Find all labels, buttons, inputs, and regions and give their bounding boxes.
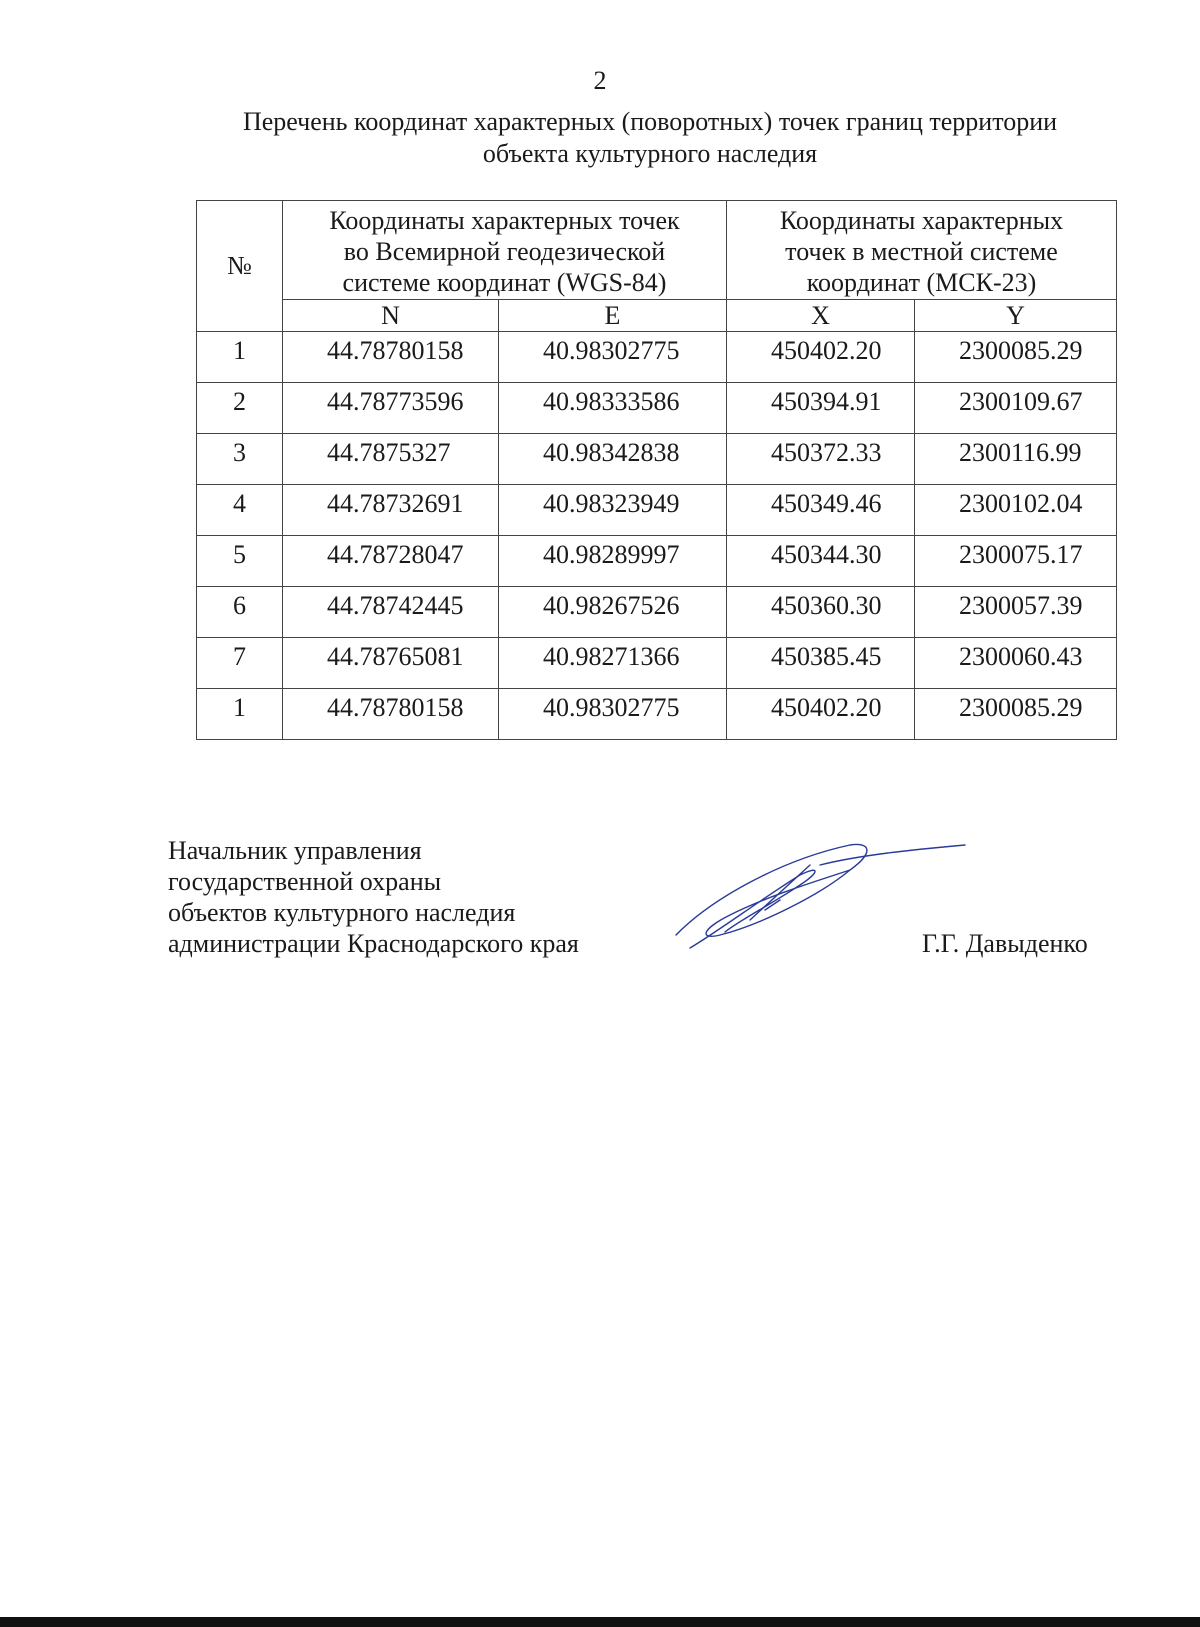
cell-y: 2300085.29 <box>915 332 1117 383</box>
cell-n: 44.78732691 <box>283 485 499 536</box>
cell-n: 44.78780158 <box>283 689 499 740</box>
cell-n: 44.78728047 <box>283 536 499 587</box>
coordinates-table <box>196 200 1117 740</box>
header-wgs84-line: во Всемирной геодезической <box>343 237 666 266</box>
header-msk23-line: Координаты характерных <box>779 206 1064 235</box>
cell-e: 40.98302775 <box>499 689 727 740</box>
header-msk23-line: координат (МСК-23) <box>806 268 1037 297</box>
cell-x: 450372.33 <box>727 434 915 485</box>
cell-e: 40.98289997 <box>499 536 727 587</box>
header-wgs84-line: Координаты характерных точек <box>329 206 680 235</box>
cell-e: 40.98302775 <box>499 332 727 383</box>
table-row <box>197 536 1117 587</box>
cell-e: 40.98267526 <box>499 587 727 638</box>
table-row <box>197 383 1117 434</box>
signer-position <box>168 835 579 959</box>
cell-n: 44.78780158 <box>283 332 499 383</box>
document-title <box>150 106 1150 170</box>
cell-number: 7 <box>197 638 283 689</box>
cell-n: 44.78773596 <box>283 383 499 434</box>
cell-y: 2300057.39 <box>915 587 1117 638</box>
cell-number: 3 <box>197 434 283 485</box>
header-msk23 <box>727 201 1117 300</box>
document-title-line: объекта культурного наследия <box>482 139 818 168</box>
table-row <box>197 689 1117 740</box>
cell-e: 40.98323949 <box>499 485 727 536</box>
cell-n: 44.7875327 <box>283 434 499 485</box>
signer-name: Г.Г. Давыденко <box>922 929 1088 958</box>
header-e: E <box>499 300 727 332</box>
scan-border <box>0 1617 1200 1627</box>
signer-position-line: государственной охраны <box>168 867 442 896</box>
cell-number: 4 <box>197 485 283 536</box>
cell-y: 2300085.29 <box>915 689 1117 740</box>
cell-x: 450394.91 <box>727 383 915 434</box>
table-row <box>197 332 1117 383</box>
cell-number: 1 <box>197 332 283 383</box>
cell-e: 40.98342838 <box>499 434 727 485</box>
cell-e: 40.98271366 <box>499 638 727 689</box>
header-n: N <box>283 300 499 332</box>
header-msk23-line: точек в местной системе <box>785 237 1058 266</box>
cell-y: 2300116.99 <box>915 434 1117 485</box>
cell-n: 44.78742445 <box>283 587 499 638</box>
table-row <box>197 638 1117 689</box>
cell-x: 450402.20 <box>727 332 915 383</box>
table-row <box>197 434 1117 485</box>
cell-x: 450360.30 <box>727 587 915 638</box>
cell-n: 44.78765081 <box>283 638 499 689</box>
cell-y: 2300109.67 <box>915 383 1117 434</box>
cell-x: 450385.45 <box>727 638 915 689</box>
header-x: X <box>727 300 915 332</box>
cell-number: 5 <box>197 536 283 587</box>
cell-number: 2 <box>197 383 283 434</box>
page-number: 2 <box>593 66 607 95</box>
signer-position-line: Начальник управления <box>168 836 422 865</box>
document-title-line: Перечень координат характерных (поворотных) точек границ территории <box>242 107 1058 136</box>
signer-position-line: администрации Краснодарского края <box>168 929 579 958</box>
cell-x: 450402.20 <box>727 689 915 740</box>
cell-number: 6 <box>197 587 283 638</box>
header-y: Y <box>915 300 1117 332</box>
signer-position-line: объектов культурного наследия <box>168 898 516 927</box>
table-row <box>197 587 1117 638</box>
cell-x: 450349.46 <box>727 485 915 536</box>
cell-e: 40.98333586 <box>499 383 727 434</box>
header-wgs84-line: системе координат (WGS-84) <box>342 268 667 297</box>
cell-y: 2300075.17 <box>915 536 1117 587</box>
header-wgs84 <box>283 201 727 300</box>
cell-number: 1 <box>197 689 283 740</box>
cell-x: 450344.30 <box>727 536 915 587</box>
header-number: № <box>197 201 283 332</box>
cell-y: 2300060.43 <box>915 638 1117 689</box>
cell-y: 2300102.04 <box>915 485 1117 536</box>
table-row <box>197 485 1117 536</box>
